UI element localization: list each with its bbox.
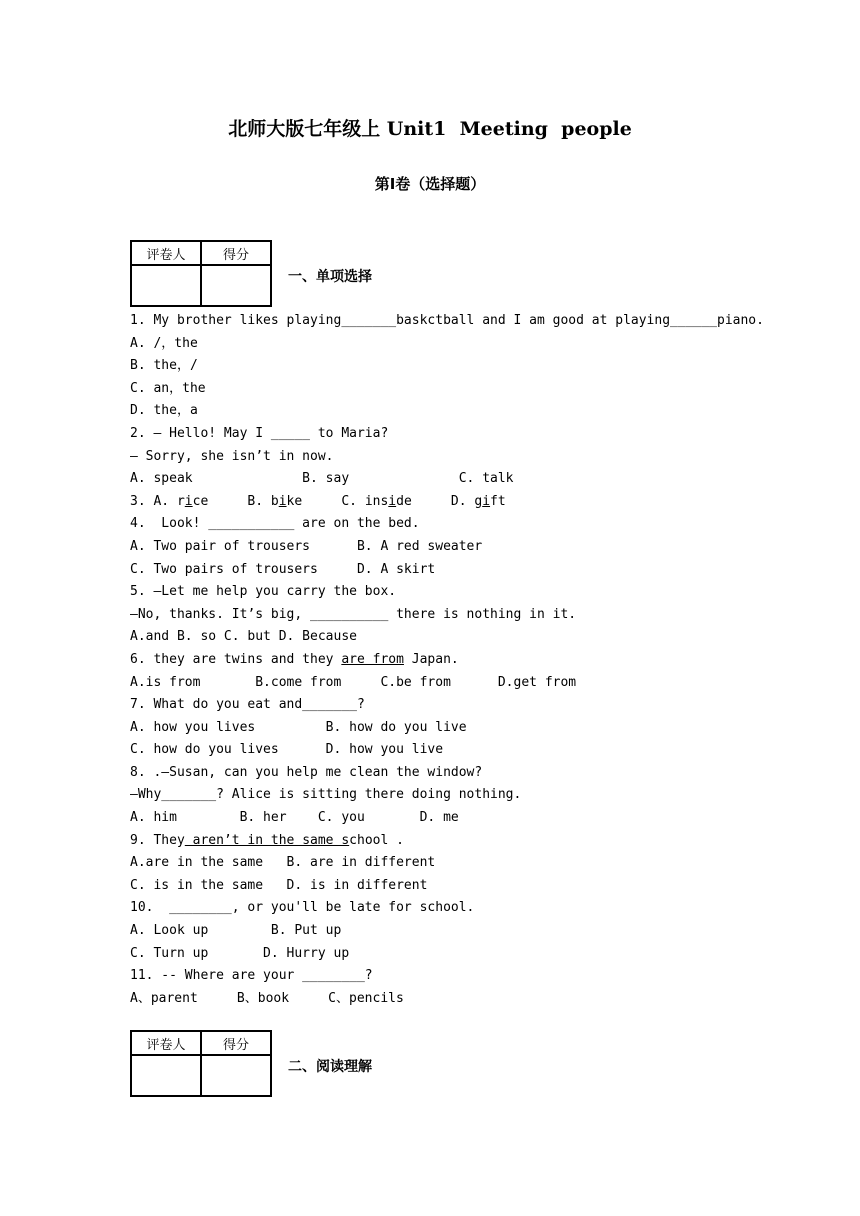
score-cell xyxy=(201,265,271,306)
options-line: A. speak B. say C. talk xyxy=(130,471,514,487)
options-line: A.are in the same B. are in different xyxy=(130,855,436,871)
options-line: A. Two pair of trousers B. A red sweater xyxy=(130,538,483,554)
option: D. the，a xyxy=(130,403,198,419)
options-line: C. how do you lives D. how you live xyxy=(130,742,444,758)
options-line: A、parent B、book C、pencils xyxy=(130,990,404,1006)
stem-text: 6. they are twins and they xyxy=(130,651,342,667)
question-stem xyxy=(130,649,764,672)
stem-text: chool . xyxy=(349,832,404,848)
option: B. the，/ xyxy=(130,358,198,374)
grader-header: 评卷人 xyxy=(131,1031,201,1055)
stem-text: de D. g xyxy=(396,493,483,509)
document-title: 北师大版七年级上 Unit1 Meeting people xyxy=(228,118,632,140)
stem-text: Japan. xyxy=(403,651,459,667)
question-stem xyxy=(130,491,764,514)
questions-block xyxy=(130,310,764,1010)
score-header: 得分 xyxy=(201,241,271,265)
options-line: A. him B. her C. you D. me xyxy=(130,810,459,826)
grader-cell xyxy=(131,265,201,306)
stem-text: 3. A. r xyxy=(130,493,185,509)
underlined-phrase: aren’t in the same s xyxy=(184,832,350,848)
options-line: A.and B. so C. but D. Because xyxy=(130,629,357,645)
options-line: A. Look up B. Put up xyxy=(130,923,342,939)
stem-text: ke C. ins xyxy=(286,493,389,509)
option: A. /，the xyxy=(130,335,198,351)
score-table-1 xyxy=(130,240,272,307)
grader-cell xyxy=(131,1055,201,1096)
stem-text: 9. They xyxy=(130,832,185,848)
option: C. an，the xyxy=(130,380,206,396)
score-table-2 xyxy=(130,1030,272,1097)
options-line: A.is from B.come from C.be from D.get from xyxy=(130,674,577,690)
question-dialogue: — Sorry, she isn’t in now. xyxy=(130,448,334,464)
question-dialogue: —No, thanks. It’s big, __________ there is nothing in it. xyxy=(130,606,577,622)
question-stem: 5. —Let me help you carry the box. xyxy=(130,584,397,600)
question-stem: 10. ________, or you'll be late for school. xyxy=(130,900,475,916)
question-stem: 2. — Hello! May I _____ to Maria? xyxy=(130,425,389,441)
section-heading-2: 二、阅读理解 xyxy=(288,1059,372,1075)
stem-text: ft xyxy=(490,493,506,509)
underlined-letter: i xyxy=(482,493,491,509)
question-stem: 7. What do you eat and_______? xyxy=(130,697,365,713)
section-heading-1: 一、单项选择 xyxy=(288,269,372,285)
score-header: 得分 xyxy=(201,1031,271,1055)
question-stem xyxy=(130,830,764,853)
score-cell xyxy=(201,1055,271,1096)
question-dialogue: —Why_______? Alice is sitting there doing nothing. xyxy=(130,787,522,803)
question-stem: 8. .—Susan, can you help me clean the window? xyxy=(130,764,483,780)
underlined-letter: i xyxy=(278,493,287,509)
question-stem: 11. -- Where are your ________? xyxy=(130,968,373,984)
section-subtitle: 第Ⅰ卷（选择题） xyxy=(374,175,486,193)
grader-header: 评卷人 xyxy=(131,241,201,265)
underlined-phrase: are from xyxy=(341,651,404,667)
question-stem: 4. Look! ___________ are on the bed. xyxy=(130,516,420,532)
underlined-letter: i xyxy=(388,493,397,509)
options-line: C. Two pairs of trousers D. A skirt xyxy=(130,561,436,577)
options-line: C. is in the same D. is in different xyxy=(130,877,428,893)
options-line: A. how you lives B. how do you live xyxy=(130,719,467,735)
options-line: C. Turn up D. Hurry up xyxy=(130,945,350,961)
question-stem: 1. My brother likes playing_______baskctball and I am good at playing______piano. xyxy=(130,313,764,328)
stem-text: ce B. b xyxy=(192,493,279,509)
underlined-letter: i xyxy=(184,493,193,509)
